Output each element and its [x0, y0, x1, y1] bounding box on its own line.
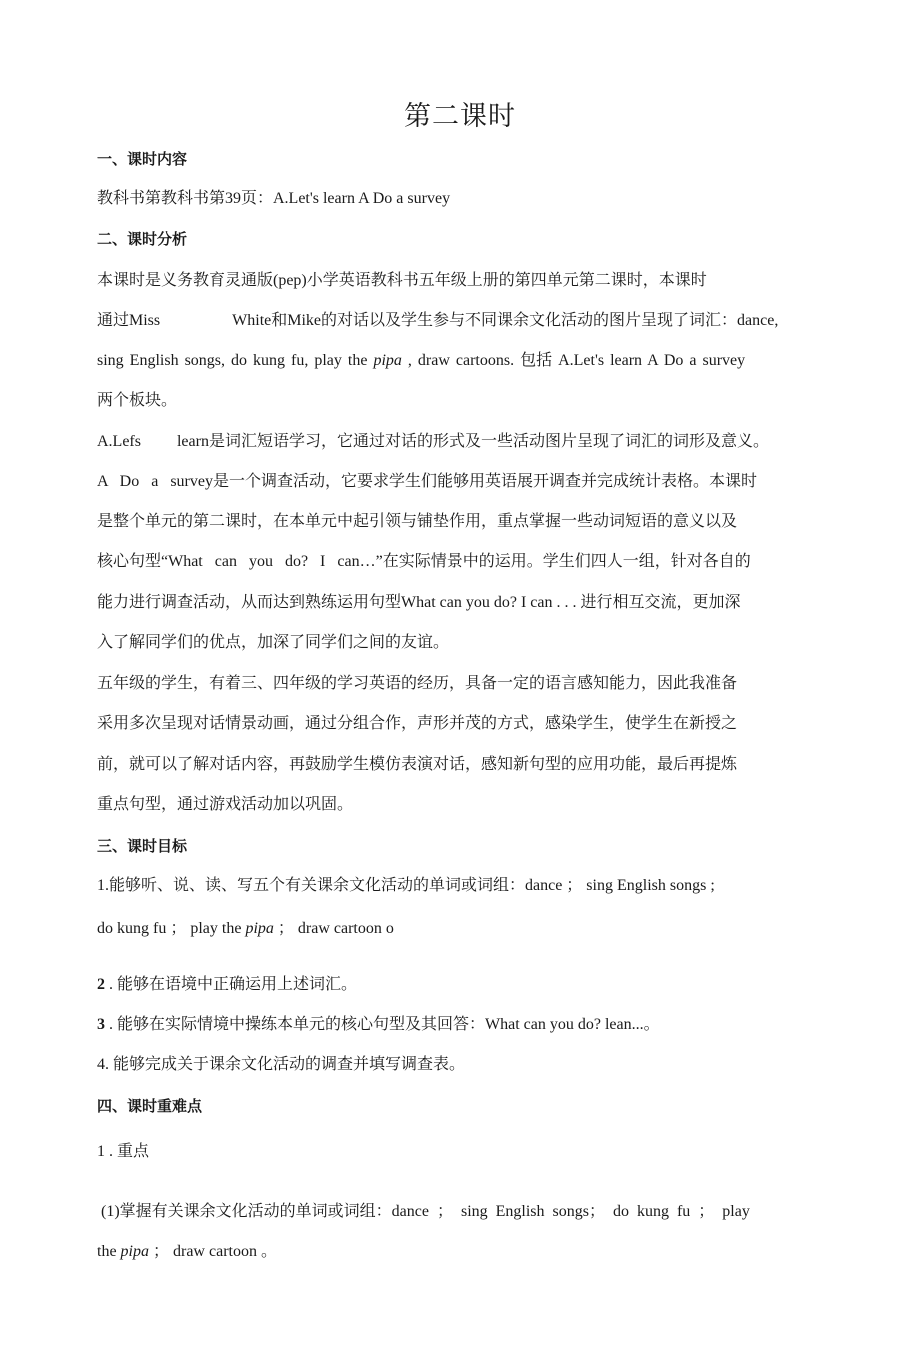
analysis-p3-line3: 前，就可以了解对话内容，再鼓励学生模仿表演对话，感知新句型的应用功能，最后再提炼 [97, 756, 738, 773]
italic-word: pipa [120, 1243, 149, 1260]
text-span: ； draw cartoon 。 [149, 1243, 277, 1260]
analysis-p2-line5: 能力进行调查活动，从而达到熟练运用句型What can you do? I can . . . 进行相互交流，更加深 [97, 594, 741, 611]
text-span: sing English songs, do kung fu, play the [97, 352, 374, 369]
key-points-subheading: 1 . 重点 [97, 1143, 150, 1160]
objective-2 [97, 975, 357, 995]
text-span: . 能够在语境中正确运用上述词汇。 [105, 976, 358, 993]
text-span: A.Lefs [97, 433, 141, 450]
analysis-p2-line6: 入了解同学们的优点，加深了同学们之间的友谊。 [97, 634, 450, 651]
text-span: the [97, 1243, 121, 1260]
key-point-1-line1: (1)掌握有关课余文化活动的单词或词组：dance ； sing English songs； do kung fu ； play [97, 1203, 750, 1220]
objective-1-line2 [97, 919, 394, 939]
text-span: White和Mike的对话以及学生参与不同课余文化活动的图片呈现了词汇：dance, [232, 312, 779, 329]
key-point-1-line2 [97, 1242, 277, 1262]
analysis-p3-line2: 采用多次呈现对话情景动画，通过分组合作，声形并茂的方式，感染学生，使学生在新授之 [97, 715, 738, 732]
analysis-p2-line4: 核心句型“What can you do? I can…”在实际情景中的运用。学生们四人一组，针对各自的 [97, 553, 751, 570]
objective-1-line1: 1.能够听、说、读、写五个有关课余文化活动的单词或词组：dance ； sing English songs ; [97, 877, 715, 894]
analysis-p1-line1: 本课时是义务教育灵通版(pep)小学英语教科书五年级上册的第四单元第二课时，本课时 [97, 272, 707, 289]
section-heading-content: 一、课时内容 [97, 150, 188, 168]
section-heading-objectives: 三、课时目标 [97, 837, 188, 855]
objective-number: 2 [97, 976, 105, 993]
analysis-p1-line4: 两个板块。 [97, 392, 178, 409]
italic-word: pipa [373, 352, 402, 369]
text-span: , draw cartoons. 包括 A.Let's learn A Do a survey [401, 352, 746, 369]
text-span: learn是词汇短语学习，它通过对话的形式及一些活动图片呈现了词汇的词形及意义。 [176, 433, 769, 450]
analysis-p3-line1: 五年级的学生，有着三、四年级的学习英语的经历，具备一定的语言感知能力，因此我准备 [97, 675, 738, 692]
analysis-p2-line1 [97, 432, 769, 452]
text-span: 通过Miss [97, 312, 161, 329]
content-text: 教科书第教科书第39页：A.Let's learn A Do a survey [97, 190, 451, 207]
analysis-p1-line3 [97, 351, 745, 371]
section-heading-analysis: 二、课时分析 [97, 230, 188, 248]
text-span: do kung fu ； play the [97, 920, 246, 937]
text-span: . 能够在实际情境中操练本单元的核心句型及其回答：What can you do? lean...。 [105, 1016, 660, 1033]
objective-4: 4. 能够完成关于课余文化活动的调查并填写调查表。 [97, 1056, 466, 1073]
page-title: 第二课时 [404, 101, 516, 131]
analysis-p2-line2: A Do a survey是一个调查活动，它要求学生们能够用英语展开调查并完成统计表格。本课时 [97, 473, 757, 490]
objective-3 [97, 1015, 660, 1035]
section-heading-key-points: 四、课时重难点 [97, 1097, 203, 1115]
text-span: ； draw cartoon o [273, 920, 394, 937]
analysis-p1-line2 [97, 311, 778, 331]
analysis-p3-line4: 重点句型，通过游戏活动加以巩固。 [97, 796, 354, 813]
italic-word: pipa [245, 920, 274, 937]
objective-number: 3 [97, 1016, 105, 1033]
analysis-p2-line3: 是整个单元的第二课时，在本单元中起引领与铺垫作用，重点掌握一些动词短语的意义以及 [97, 513, 738, 530]
